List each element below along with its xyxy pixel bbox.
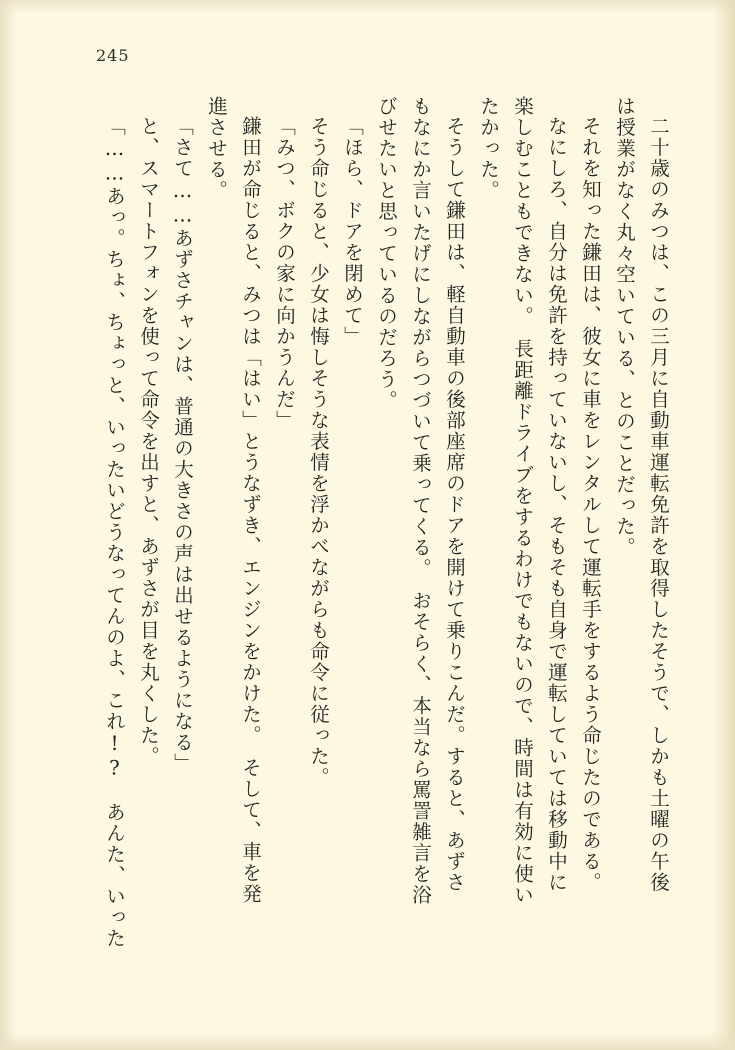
text-line: 鎌田が命じると、みつは「はい」とうなずき、エンジンをかけた。 そして、車を発 (239, 116, 262, 905)
text-line: 「みつ、ボクの家に向かうんだ」 (273, 116, 296, 431)
text-line: 二十歳のみつは、この三月に自動車運転免許を取得したそうで、しかも土曜の午後 (647, 116, 670, 893)
text-line: びせたいと思っているのだろう。 (375, 96, 398, 411)
text-line: もなにか言いたげにしながらつづいて乗ってくる。 おそらく、本当なら罵詈雑言を浴 (409, 96, 432, 906)
page-edge-shading-left (0, 0, 16, 1050)
text-line: 「……あっ。ちょ、ちょっと、いったいどうなってんのよ、これ!? あんた、いった (103, 116, 126, 949)
text-line: 楽しむこともできない。 長距離ドライブをするわけでもないので、時間は有効に使い (511, 96, 534, 906)
page-edge-shading-top (0, 0, 735, 14)
text-line: たかった。 (477, 96, 500, 201)
page-edge-shading-right (713, 0, 735, 1050)
page-edge-shading-bottom (0, 1032, 735, 1050)
text-line: は授業がなく丸々空いている、とのことだった。 (613, 96, 636, 558)
body-text (68, 96, 675, 972)
text-line: そうして鎌田は、軽自動車の後部座席のドアを開けて乗りこんだ。すると、あずさ (443, 116, 466, 893)
text-line: と、スマートフォンを使って命令を出すと、あずさが目を丸くした。 (137, 116, 160, 767)
text-line: そう命じると、少女は悔しそうな表情を浮かべながらも命令に従った。 (307, 116, 330, 788)
text-line: 「ほら、ドアを閉めて」 (341, 116, 364, 347)
text-line: なにしろ、自分は免許を持っていないし、そもそも自身で運転していては移動中に (545, 116, 568, 893)
text-line: 「さて……あずさチャンは、普通の大きさの声は出せるようになる」 (171, 116, 194, 774)
text-line: それを知った鎌田は、彼女に車をレンタルして運転手をするよう命じたのである。 (579, 116, 602, 893)
text-line: 進させる。 (205, 96, 228, 201)
page-number: 245 (96, 46, 130, 65)
